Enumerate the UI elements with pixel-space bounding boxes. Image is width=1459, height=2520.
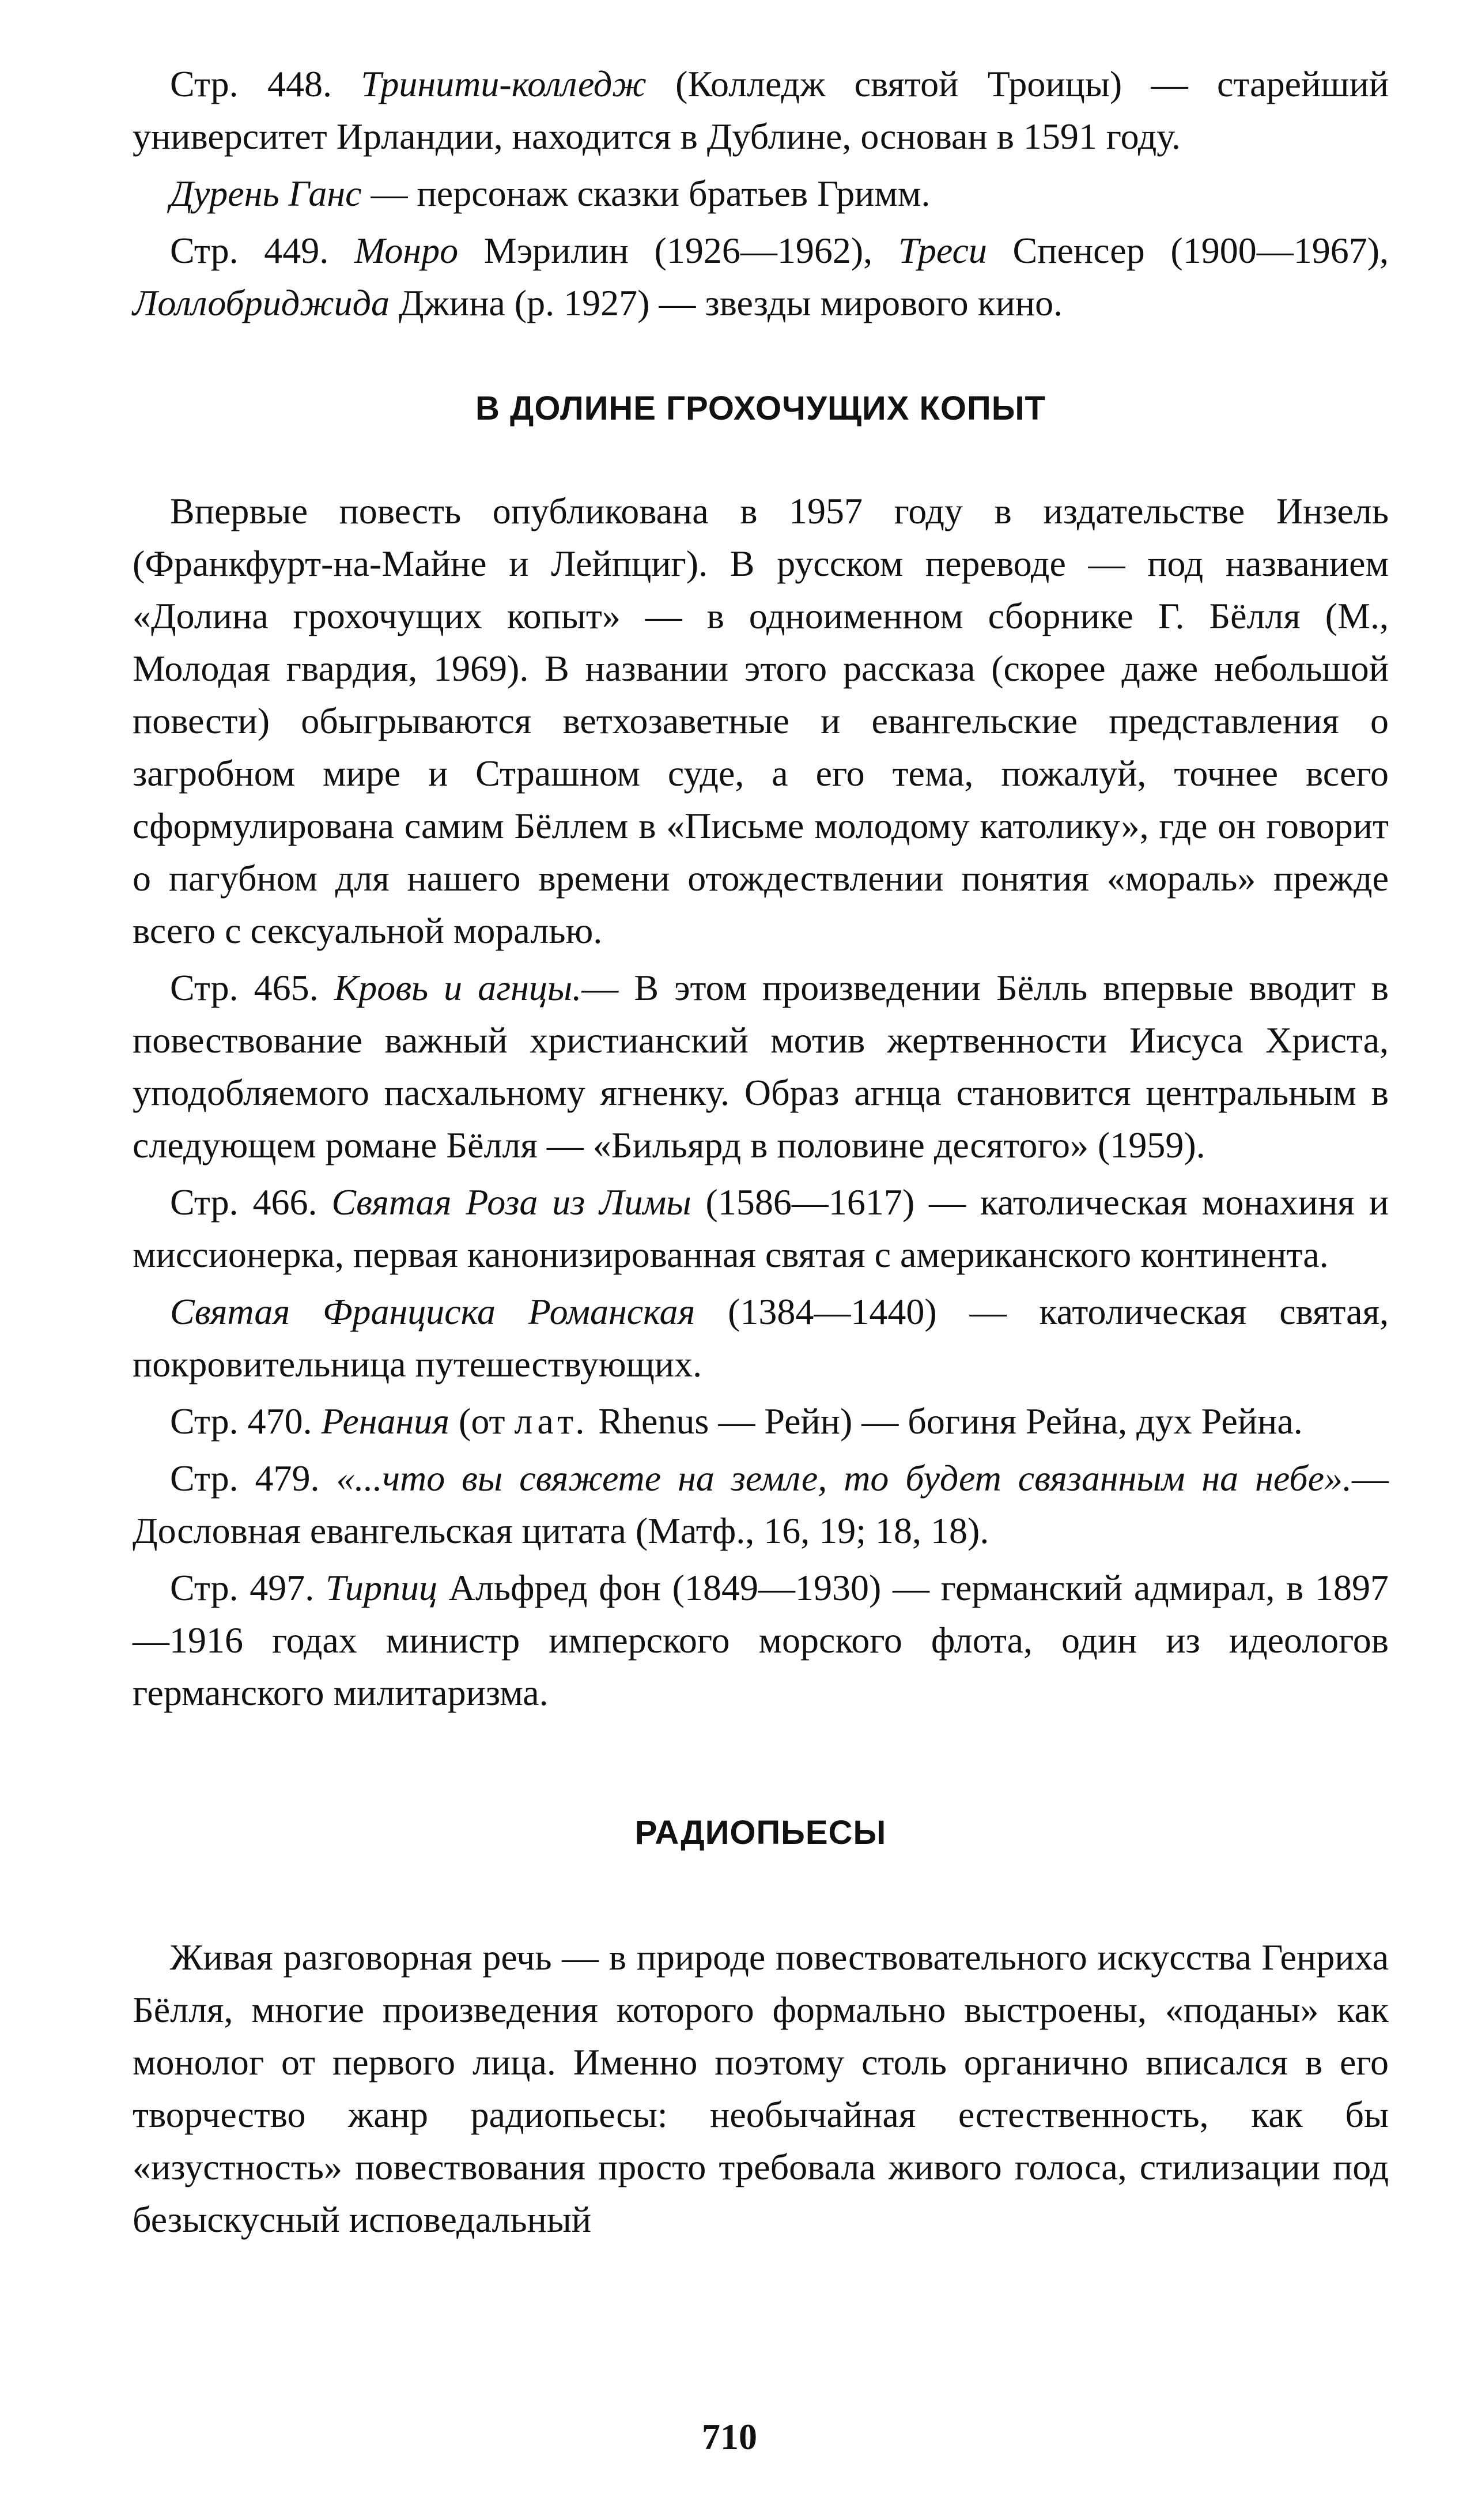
note-ref: Стр. 497. [170,1567,326,1608]
note-text: (Колледж святой Троицы) — старейший университет Ирландии, находится в Дублине, основан в 1591 году. [133,63,1389,157]
note-465 [133,961,1389,1171]
note-text: (1586—1617) — католическая монахиня и миссионерка, первая канонизированная святая с американского континента. [133,1182,1389,1275]
note-term: Треси [898,230,987,271]
note-ref: Стр. 449. [170,230,354,271]
note-term: Тирпиц [325,1567,437,1608]
note-text: (1384—1440) — католическая святая, покровительница путешествующих. [133,1291,1389,1385]
note-text: Мэрилин (1926—1962), [458,230,898,271]
note-466-b [133,1285,1389,1390]
section-heading: РАДИОПЬЕСЫ [634,1814,887,1851]
note-term: Святая Франциска Романская [170,1291,696,1332]
note-term: Кровь и агнцы. [334,967,582,1008]
note-term: «...что вы свяжете на земле, то будет связанным на небе». [336,1458,1352,1499]
section-intro: Живая разговорная речь — в природе повествовательного искусства Генриха Бёлля, многие произведения которого формально выстроены, «поданы» как монолог от первого лица. Именно поэтому столь органично вписался в его творчество жанр радиопьесы: необычайная естественность, как бы «изустность» повествования просто требовала живого голоса, стилизации под безыскусный исповедальный [133,1937,1389,2240]
note-448 [133,58,1389,163]
note-term: Тринити-колледж [361,63,647,104]
note-term: Лоллобриджида [133,282,390,323]
note-term: Монро [354,230,459,271]
note-479 [133,1452,1389,1557]
note-ref: Стр. 465. [170,967,334,1008]
page-number: 710 [702,2416,757,2457]
note-449 [133,224,1389,329]
note-text: — персонаж сказки братьев Гримм. [361,173,931,214]
note-text: — В этом произведении Бёлль впервые вводит в повествование важный христианский мотив жертвенности Иисуса Христа, уподобляемого пасхальному ягненку. Образ агнца становится центральным в следующем романе Бёлля — «Бильярд в половине десятого» (1959). [133,967,1389,1165]
note-text: Джина (р. 1927) — звезды мирового кино. [389,282,1063,323]
note-466 [133,1176,1389,1281]
note-ref: Стр. 470. [170,1401,322,1442]
note-ref: Стр. 479. [170,1458,337,1499]
note-text: Спенсер (1900—1967), [986,230,1389,271]
note-ref: Стр. 448. [170,63,361,104]
page-body [133,58,1389,2250]
note-text: Альфред фон (1849—1930) — германский адмирал, в 1897—1916 годах министр имперского морского флота, один из идеологов германского милитаризма. [133,1567,1389,1713]
note-ref: Стр. 466. [170,1182,332,1223]
section-heading: В ДОЛИНЕ ГРОХОЧУЩИХ КОПЫТ [475,390,1046,427]
note-text: — Дословная евангельская цитата (Матф., 16, 19; 18, 18). [133,1458,1389,1551]
note-448-b [133,167,1389,220]
note-497 [133,1561,1389,1719]
note-term: Ренания [321,1401,450,1442]
section-intro: Впервые повесть опубликована в 1957 году в издательстве Инзель (Франкфурт-на-Майне и Лейпциг). В русском переводе — под названием «Долина грохочущих копыт» — в одноименном сборнике Г. Бёлля (М., Молодая гвардия, 1969). В названии этого рассказа (скорее даже небольшой повести) обыгрываются ветхозаветные и евангельские представления о загробном мире и Страшном суде, а его тема, пожалуй, точнее всего сформулирована самим Бёллем в «Письме молодому католику», где он говорит о пагубном для нашего времени отождествлении понятия «мораль» прежде всего с сексуальной моралью. [133,491,1389,951]
note-text: (от [449,1401,515,1442]
note-term: Дурень Ганс [170,173,362,214]
note-470 [133,1395,1389,1447]
note-text: Rhenus — Рейн) — богиня Рейна, дух Рейна. [589,1401,1303,1442]
latin-abbrev: лат. [514,1401,589,1442]
note-term: Святая Роза из Лимы [331,1182,691,1223]
